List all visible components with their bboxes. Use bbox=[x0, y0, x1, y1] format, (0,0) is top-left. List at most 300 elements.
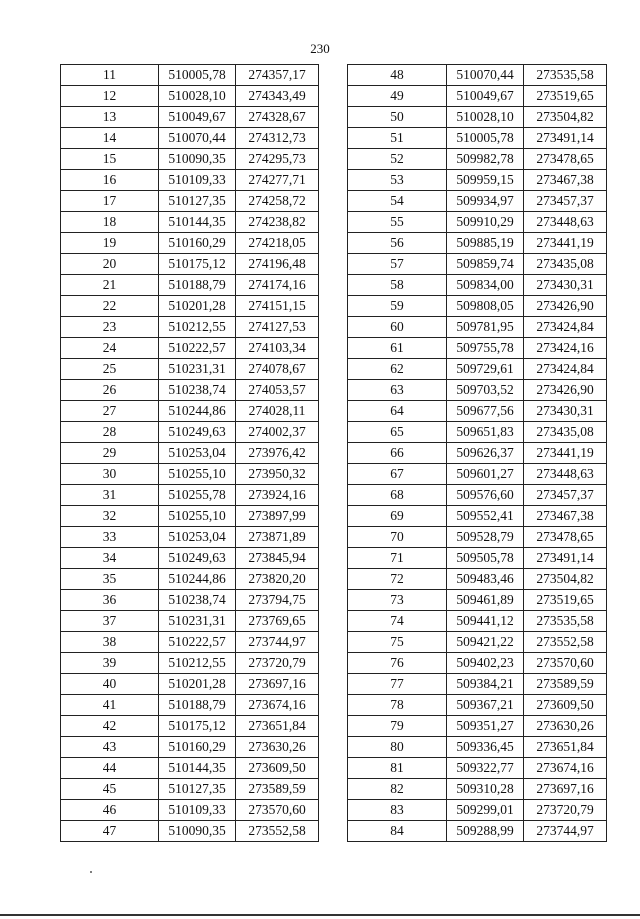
point-number-cell: 14 bbox=[61, 128, 159, 149]
y-coordinate-cell: 274002,37 bbox=[236, 422, 319, 443]
y-coordinate-cell: 274312,73 bbox=[236, 128, 319, 149]
table-row bbox=[348, 569, 607, 590]
y-coordinate-cell: 273478,65 bbox=[524, 527, 607, 548]
x-coordinate-cell: 509528,79 bbox=[447, 527, 524, 548]
point-number-cell: 58 bbox=[348, 275, 447, 296]
table-row bbox=[348, 359, 607, 380]
x-coordinate-cell: 509755,78 bbox=[447, 338, 524, 359]
y-coordinate-cell: 273674,16 bbox=[524, 758, 607, 779]
y-coordinate-cell: 274258,72 bbox=[236, 191, 319, 212]
table-row bbox=[348, 254, 607, 275]
table-row bbox=[348, 338, 607, 359]
x-coordinate-cell: 509885,19 bbox=[447, 233, 524, 254]
point-number-cell: 54 bbox=[348, 191, 447, 212]
x-coordinate-cell: 509351,27 bbox=[447, 716, 524, 737]
point-number-cell: 66 bbox=[348, 443, 447, 464]
x-coordinate-cell: 510028,10 bbox=[159, 86, 236, 107]
table-row bbox=[61, 758, 319, 779]
point-number-cell: 74 bbox=[348, 611, 447, 632]
point-number-cell: 48 bbox=[348, 65, 447, 86]
x-coordinate-cell: 510144,35 bbox=[159, 212, 236, 233]
point-number-cell: 27 bbox=[61, 401, 159, 422]
table-row bbox=[348, 779, 607, 800]
y-coordinate-cell: 273794,75 bbox=[236, 590, 319, 611]
point-number-cell: 42 bbox=[61, 716, 159, 737]
point-number-cell: 43 bbox=[61, 737, 159, 758]
table-row bbox=[348, 632, 607, 653]
table-row bbox=[61, 296, 319, 317]
x-coordinate-cell: 510249,63 bbox=[159, 422, 236, 443]
x-coordinate-cell: 510160,29 bbox=[159, 737, 236, 758]
y-coordinate-cell: 274151,15 bbox=[236, 296, 319, 317]
table-row bbox=[348, 464, 607, 485]
point-number-cell: 55 bbox=[348, 212, 447, 233]
x-coordinate-cell: 510028,10 bbox=[447, 107, 524, 128]
y-coordinate-cell: 273697,16 bbox=[524, 779, 607, 800]
x-coordinate-cell: 510253,04 bbox=[159, 527, 236, 548]
x-coordinate-cell: 509421,22 bbox=[447, 632, 524, 653]
point-number-cell: 32 bbox=[61, 506, 159, 527]
x-coordinate-cell: 509959,15 bbox=[447, 170, 524, 191]
point-number-cell: 65 bbox=[348, 422, 447, 443]
table-row bbox=[61, 338, 319, 359]
y-coordinate-cell: 273457,37 bbox=[524, 485, 607, 506]
table-row bbox=[61, 464, 319, 485]
point-number-cell: 22 bbox=[61, 296, 159, 317]
y-coordinate-cell: 273441,19 bbox=[524, 233, 607, 254]
y-coordinate-cell: 274343,49 bbox=[236, 86, 319, 107]
table-row bbox=[61, 380, 319, 401]
point-number-cell: 62 bbox=[348, 359, 447, 380]
y-coordinate-cell: 273589,59 bbox=[524, 674, 607, 695]
x-coordinate-cell: 510090,35 bbox=[159, 821, 236, 842]
point-number-cell: 80 bbox=[348, 737, 447, 758]
y-coordinate-cell: 273504,82 bbox=[524, 107, 607, 128]
y-coordinate-cell: 273845,94 bbox=[236, 548, 319, 569]
point-number-cell: 45 bbox=[61, 779, 159, 800]
y-coordinate-cell: 273430,31 bbox=[524, 275, 607, 296]
point-number-cell: 16 bbox=[61, 170, 159, 191]
x-coordinate-cell: 510127,35 bbox=[159, 779, 236, 800]
coordinates-table-left bbox=[60, 64, 319, 842]
point-number-cell: 44 bbox=[61, 758, 159, 779]
point-number-cell: 40 bbox=[61, 674, 159, 695]
table-row bbox=[61, 569, 319, 590]
y-coordinate-cell: 273435,08 bbox=[524, 254, 607, 275]
point-number-cell: 26 bbox=[61, 380, 159, 401]
x-coordinate-cell: 509461,89 bbox=[447, 590, 524, 611]
y-coordinate-cell: 274053,57 bbox=[236, 380, 319, 401]
y-coordinate-cell: 274295,73 bbox=[236, 149, 319, 170]
table-row bbox=[61, 233, 319, 254]
point-number-cell: 12 bbox=[61, 86, 159, 107]
scan-speck bbox=[90, 871, 92, 873]
x-coordinate-cell: 510175,12 bbox=[159, 254, 236, 275]
x-coordinate-cell: 510005,78 bbox=[159, 65, 236, 86]
table-row bbox=[348, 86, 607, 107]
coordinates-table-right bbox=[347, 64, 607, 842]
x-coordinate-cell: 510244,86 bbox=[159, 569, 236, 590]
point-number-cell: 59 bbox=[348, 296, 447, 317]
table-row bbox=[61, 212, 319, 233]
point-number-cell: 30 bbox=[61, 464, 159, 485]
table-row bbox=[348, 737, 607, 758]
point-number-cell: 25 bbox=[61, 359, 159, 380]
x-coordinate-cell: 509982,78 bbox=[447, 149, 524, 170]
point-number-cell: 11 bbox=[61, 65, 159, 86]
y-coordinate-cell: 273448,63 bbox=[524, 464, 607, 485]
y-coordinate-cell: 273950,32 bbox=[236, 464, 319, 485]
y-coordinate-cell: 273478,65 bbox=[524, 149, 607, 170]
x-coordinate-cell: 510249,63 bbox=[159, 548, 236, 569]
point-number-cell: 68 bbox=[348, 485, 447, 506]
y-coordinate-cell: 273552,58 bbox=[236, 821, 319, 842]
table-row bbox=[348, 233, 607, 254]
x-coordinate-cell: 510109,33 bbox=[159, 170, 236, 191]
y-coordinate-cell: 273426,90 bbox=[524, 296, 607, 317]
x-coordinate-cell: 510255,78 bbox=[159, 485, 236, 506]
y-coordinate-cell: 273871,89 bbox=[236, 527, 319, 548]
table-row bbox=[61, 422, 319, 443]
x-coordinate-cell: 509552,41 bbox=[447, 506, 524, 527]
table-row bbox=[348, 800, 607, 821]
table-row bbox=[61, 737, 319, 758]
table-row bbox=[61, 254, 319, 275]
x-coordinate-cell: 510070,44 bbox=[447, 65, 524, 86]
y-coordinate-cell: 273535,58 bbox=[524, 611, 607, 632]
x-coordinate-cell: 510109,33 bbox=[159, 800, 236, 821]
point-number-cell: 76 bbox=[348, 653, 447, 674]
x-coordinate-cell: 510090,35 bbox=[159, 149, 236, 170]
page-number: 230 bbox=[310, 41, 330, 56]
y-coordinate-cell: 273430,31 bbox=[524, 401, 607, 422]
point-number-cell: 53 bbox=[348, 170, 447, 191]
table-row bbox=[348, 758, 607, 779]
x-coordinate-cell: 509402,23 bbox=[447, 653, 524, 674]
x-coordinate-cell: 510244,86 bbox=[159, 401, 236, 422]
table-row bbox=[348, 128, 607, 149]
point-number-cell: 13 bbox=[61, 107, 159, 128]
y-coordinate-cell: 273491,14 bbox=[524, 548, 607, 569]
table-row bbox=[348, 548, 607, 569]
x-coordinate-cell: 510188,79 bbox=[159, 695, 236, 716]
point-number-cell: 38 bbox=[61, 632, 159, 653]
point-number-cell: 28 bbox=[61, 422, 159, 443]
x-coordinate-cell: 509677,56 bbox=[447, 401, 524, 422]
y-coordinate-cell: 273491,14 bbox=[524, 128, 607, 149]
table-row bbox=[348, 506, 607, 527]
y-coordinate-cell: 273448,63 bbox=[524, 212, 607, 233]
table-row bbox=[61, 107, 319, 128]
point-number-cell: 84 bbox=[348, 821, 447, 842]
x-coordinate-cell: 509384,21 bbox=[447, 674, 524, 695]
y-coordinate-cell: 274196,48 bbox=[236, 254, 319, 275]
x-coordinate-cell: 509322,77 bbox=[447, 758, 524, 779]
x-coordinate-cell: 509626,37 bbox=[447, 443, 524, 464]
point-number-cell: 82 bbox=[348, 779, 447, 800]
y-coordinate-cell: 273535,58 bbox=[524, 65, 607, 86]
point-number-cell: 71 bbox=[348, 548, 447, 569]
y-coordinate-cell: 273424,84 bbox=[524, 317, 607, 338]
table-row bbox=[61, 800, 319, 821]
table-row bbox=[61, 527, 319, 548]
point-number-cell: 77 bbox=[348, 674, 447, 695]
table-row bbox=[348, 443, 607, 464]
y-coordinate-cell: 273467,38 bbox=[524, 170, 607, 191]
point-number-cell: 75 bbox=[348, 632, 447, 653]
table-row bbox=[348, 422, 607, 443]
table-row bbox=[348, 611, 607, 632]
table-row bbox=[348, 212, 607, 233]
y-coordinate-cell: 273630,26 bbox=[524, 716, 607, 737]
x-coordinate-cell: 510212,55 bbox=[159, 317, 236, 338]
x-coordinate-cell: 510175,12 bbox=[159, 716, 236, 737]
x-coordinate-cell: 509299,01 bbox=[447, 800, 524, 821]
table-row bbox=[61, 779, 319, 800]
table-row bbox=[61, 611, 319, 632]
y-coordinate-cell: 274277,71 bbox=[236, 170, 319, 191]
y-coordinate-cell: 273651,84 bbox=[236, 716, 319, 737]
point-number-cell: 23 bbox=[61, 317, 159, 338]
y-coordinate-cell: 273609,50 bbox=[524, 695, 607, 716]
table-row bbox=[61, 317, 319, 338]
y-coordinate-cell: 273609,50 bbox=[236, 758, 319, 779]
y-coordinate-cell: 274218,05 bbox=[236, 233, 319, 254]
y-coordinate-cell: 273651,84 bbox=[524, 737, 607, 758]
table-row bbox=[61, 170, 319, 191]
table-row bbox=[348, 191, 607, 212]
table-row bbox=[348, 317, 607, 338]
y-coordinate-cell: 273924,16 bbox=[236, 485, 319, 506]
point-number-cell: 70 bbox=[348, 527, 447, 548]
y-coordinate-cell: 273435,08 bbox=[524, 422, 607, 443]
x-coordinate-cell: 510238,74 bbox=[159, 590, 236, 611]
x-coordinate-cell: 509859,74 bbox=[447, 254, 524, 275]
y-coordinate-cell: 273744,97 bbox=[524, 821, 607, 842]
x-coordinate-cell: 510070,44 bbox=[159, 128, 236, 149]
x-coordinate-cell: 509808,05 bbox=[447, 296, 524, 317]
table-row bbox=[61, 695, 319, 716]
point-number-cell: 34 bbox=[61, 548, 159, 569]
point-number-cell: 50 bbox=[348, 107, 447, 128]
x-coordinate-cell: 510049,67 bbox=[159, 107, 236, 128]
table-row bbox=[61, 548, 319, 569]
table-row bbox=[61, 506, 319, 527]
x-coordinate-cell: 509781,95 bbox=[447, 317, 524, 338]
point-number-cell: 61 bbox=[348, 338, 447, 359]
table-row bbox=[348, 590, 607, 611]
table-row bbox=[61, 359, 319, 380]
x-coordinate-cell: 510222,57 bbox=[159, 338, 236, 359]
x-coordinate-cell: 509729,61 bbox=[447, 359, 524, 380]
y-coordinate-cell: 273467,38 bbox=[524, 506, 607, 527]
table-row bbox=[348, 527, 607, 548]
table-row bbox=[348, 296, 607, 317]
table-row bbox=[348, 485, 607, 506]
table-row bbox=[61, 401, 319, 422]
point-number-cell: 79 bbox=[348, 716, 447, 737]
x-coordinate-cell: 510222,57 bbox=[159, 632, 236, 653]
point-number-cell: 83 bbox=[348, 800, 447, 821]
table-row bbox=[348, 653, 607, 674]
table-row bbox=[348, 275, 607, 296]
y-coordinate-cell: 273426,90 bbox=[524, 380, 607, 401]
x-coordinate-cell: 510049,67 bbox=[447, 86, 524, 107]
x-coordinate-cell: 510255,10 bbox=[159, 506, 236, 527]
point-number-cell: 78 bbox=[348, 695, 447, 716]
point-number-cell: 21 bbox=[61, 275, 159, 296]
point-number-cell: 39 bbox=[61, 653, 159, 674]
x-coordinate-cell: 510231,31 bbox=[159, 611, 236, 632]
x-coordinate-cell: 510127,35 bbox=[159, 191, 236, 212]
y-coordinate-cell: 273424,84 bbox=[524, 359, 607, 380]
table-row bbox=[61, 590, 319, 611]
x-coordinate-cell: 509934,97 bbox=[447, 191, 524, 212]
table-row bbox=[61, 128, 319, 149]
point-number-cell: 51 bbox=[348, 128, 447, 149]
y-coordinate-cell: 274174,16 bbox=[236, 275, 319, 296]
point-number-cell: 15 bbox=[61, 149, 159, 170]
table-row bbox=[61, 191, 319, 212]
table-row bbox=[61, 716, 319, 737]
point-number-cell: 41 bbox=[61, 695, 159, 716]
point-number-cell: 63 bbox=[348, 380, 447, 401]
x-coordinate-cell: 510212,55 bbox=[159, 653, 236, 674]
x-coordinate-cell: 510188,79 bbox=[159, 275, 236, 296]
point-number-cell: 81 bbox=[348, 758, 447, 779]
y-coordinate-cell: 273519,65 bbox=[524, 86, 607, 107]
x-coordinate-cell: 510005,78 bbox=[447, 128, 524, 149]
table-row bbox=[348, 380, 607, 401]
x-coordinate-cell: 510160,29 bbox=[159, 233, 236, 254]
table-row bbox=[61, 674, 319, 695]
point-number-cell: 35 bbox=[61, 569, 159, 590]
y-coordinate-cell: 273552,58 bbox=[524, 632, 607, 653]
point-number-cell: 73 bbox=[348, 590, 447, 611]
table-row bbox=[348, 674, 607, 695]
point-number-cell: 57 bbox=[348, 254, 447, 275]
x-coordinate-cell: 509310,28 bbox=[447, 779, 524, 800]
y-coordinate-cell: 274238,82 bbox=[236, 212, 319, 233]
x-coordinate-cell: 510144,35 bbox=[159, 758, 236, 779]
y-coordinate-cell: 273769,65 bbox=[236, 611, 319, 632]
point-number-cell: 64 bbox=[348, 401, 447, 422]
point-number-cell: 46 bbox=[61, 800, 159, 821]
table-row bbox=[61, 86, 319, 107]
point-number-cell: 56 bbox=[348, 233, 447, 254]
x-coordinate-cell: 510201,28 bbox=[159, 296, 236, 317]
table-row bbox=[61, 485, 319, 506]
x-coordinate-cell: 509288,99 bbox=[447, 821, 524, 842]
point-number-cell: 72 bbox=[348, 569, 447, 590]
y-coordinate-cell: 273570,60 bbox=[524, 653, 607, 674]
x-coordinate-cell: 510238,74 bbox=[159, 380, 236, 401]
x-coordinate-cell: 509336,45 bbox=[447, 737, 524, 758]
table-row bbox=[61, 653, 319, 674]
y-coordinate-cell: 273457,37 bbox=[524, 191, 607, 212]
y-coordinate-cell: 273504,82 bbox=[524, 569, 607, 590]
point-number-cell: 67 bbox=[348, 464, 447, 485]
x-coordinate-cell: 510231,31 bbox=[159, 359, 236, 380]
y-coordinate-cell: 273674,16 bbox=[236, 695, 319, 716]
y-coordinate-cell: 273720,79 bbox=[524, 800, 607, 821]
y-coordinate-cell: 274103,34 bbox=[236, 338, 319, 359]
y-coordinate-cell: 273720,79 bbox=[236, 653, 319, 674]
y-coordinate-cell: 273897,99 bbox=[236, 506, 319, 527]
y-coordinate-cell: 273441,19 bbox=[524, 443, 607, 464]
point-number-cell: 31 bbox=[61, 485, 159, 506]
x-coordinate-cell: 509910,29 bbox=[447, 212, 524, 233]
x-coordinate-cell: 509441,12 bbox=[447, 611, 524, 632]
x-coordinate-cell: 510253,04 bbox=[159, 443, 236, 464]
table-row bbox=[61, 821, 319, 842]
footer-rule bbox=[0, 914, 640, 916]
table-row bbox=[348, 695, 607, 716]
y-coordinate-cell: 273697,16 bbox=[236, 674, 319, 695]
table-row bbox=[61, 149, 319, 170]
y-coordinate-cell: 273976,42 bbox=[236, 443, 319, 464]
table-row bbox=[348, 716, 607, 737]
y-coordinate-cell: 273589,59 bbox=[236, 779, 319, 800]
x-coordinate-cell: 509505,78 bbox=[447, 548, 524, 569]
y-coordinate-cell: 273630,26 bbox=[236, 737, 319, 758]
x-coordinate-cell: 509651,83 bbox=[447, 422, 524, 443]
y-coordinate-cell: 273519,65 bbox=[524, 590, 607, 611]
table-row bbox=[61, 65, 319, 86]
table-row bbox=[348, 170, 607, 191]
table-row bbox=[348, 65, 607, 86]
point-number-cell: 29 bbox=[61, 443, 159, 464]
y-coordinate-cell: 273744,97 bbox=[236, 632, 319, 653]
x-coordinate-cell: 509367,21 bbox=[447, 695, 524, 716]
y-coordinate-cell: 273820,20 bbox=[236, 569, 319, 590]
x-coordinate-cell: 509483,46 bbox=[447, 569, 524, 590]
y-coordinate-cell: 274328,67 bbox=[236, 107, 319, 128]
table-row bbox=[348, 107, 607, 128]
y-coordinate-cell: 274028,11 bbox=[236, 401, 319, 422]
point-number-cell: 69 bbox=[348, 506, 447, 527]
y-coordinate-cell: 274357,17 bbox=[236, 65, 319, 86]
x-coordinate-cell: 509703,52 bbox=[447, 380, 524, 401]
table-row bbox=[61, 632, 319, 653]
x-coordinate-cell: 510255,10 bbox=[159, 464, 236, 485]
point-number-cell: 19 bbox=[61, 233, 159, 254]
x-coordinate-cell: 509576,60 bbox=[447, 485, 524, 506]
point-number-cell: 52 bbox=[348, 149, 447, 170]
table-row bbox=[348, 401, 607, 422]
table-row bbox=[61, 275, 319, 296]
y-coordinate-cell: 274078,67 bbox=[236, 359, 319, 380]
x-coordinate-cell: 510201,28 bbox=[159, 674, 236, 695]
table-row bbox=[348, 149, 607, 170]
x-coordinate-cell: 509834,00 bbox=[447, 275, 524, 296]
point-number-cell: 49 bbox=[348, 86, 447, 107]
point-number-cell: 18 bbox=[61, 212, 159, 233]
y-coordinate-cell: 273570,60 bbox=[236, 800, 319, 821]
y-coordinate-cell: 274127,53 bbox=[236, 317, 319, 338]
point-number-cell: 37 bbox=[61, 611, 159, 632]
point-number-cell: 24 bbox=[61, 338, 159, 359]
x-coordinate-cell: 509601,27 bbox=[447, 464, 524, 485]
y-coordinate-cell: 273424,16 bbox=[524, 338, 607, 359]
point-number-cell: 17 bbox=[61, 191, 159, 212]
table-row bbox=[348, 821, 607, 842]
point-number-cell: 33 bbox=[61, 527, 159, 548]
point-number-cell: 60 bbox=[348, 317, 447, 338]
point-number-cell: 47 bbox=[61, 821, 159, 842]
table-row bbox=[61, 443, 319, 464]
point-number-cell: 20 bbox=[61, 254, 159, 275]
